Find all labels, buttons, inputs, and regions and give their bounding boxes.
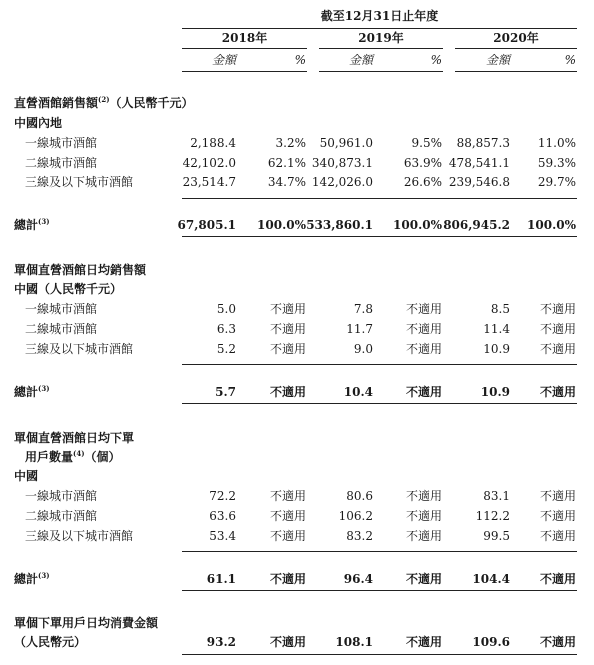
amount-col-header: 金額 xyxy=(211,53,236,67)
table-cell: 3.2% xyxy=(275,136,306,150)
table-cell: 99.5 xyxy=(483,529,510,543)
row-label: 一線城市酒館 xyxy=(25,489,98,503)
total-cell: 不適用 xyxy=(269,635,306,649)
total-cell: 不適用 xyxy=(539,385,576,399)
section3-title2: 用戶數量$^{(4)}$（個） xyxy=(25,449,121,464)
total-cell: 61.1 xyxy=(206,572,236,586)
year-rule-2018 xyxy=(182,48,307,49)
table-cell: 不適用 xyxy=(405,342,442,356)
amount-col-header: 金額 xyxy=(485,53,510,67)
section3-total-label: 總計$^{(3)}$ xyxy=(14,571,50,586)
table-cell: 不適用 xyxy=(405,509,442,523)
period-header: 截至12月31日止年度 xyxy=(320,9,439,23)
table-cell: 11.0% xyxy=(537,136,576,150)
total-cell: 100.0% xyxy=(257,218,306,232)
table-cell: 59.3% xyxy=(537,155,576,170)
table-cell: 不適用 xyxy=(269,529,306,543)
table-cell: 不適用 xyxy=(405,322,442,336)
row-label: 一線城市酒館 xyxy=(25,136,98,150)
table-cell: 2,188.4 xyxy=(190,136,236,150)
table-cell: 不適用 xyxy=(269,302,306,316)
period-rule xyxy=(182,28,577,29)
total-cell: 不適用 xyxy=(269,385,306,399)
table-cell: 62.1% xyxy=(267,155,306,170)
row-label: 三線及以下城市酒館 xyxy=(25,529,134,543)
table-cell: 5.2 xyxy=(216,342,236,356)
table-cell: 26.6% xyxy=(403,175,442,189)
pct-col-header: % xyxy=(564,53,576,67)
table-cell: 142,026.0 xyxy=(311,175,373,189)
table-cell: 6.3 xyxy=(216,322,236,336)
table-cell: 83.1 xyxy=(483,489,510,503)
section1-total-label: 總計$^{(3)}$ xyxy=(14,217,50,232)
section3-title: 單個直營酒館日均下單 xyxy=(14,431,135,445)
year-rule-2020 xyxy=(455,48,577,49)
year-header-2019: 2019年 xyxy=(358,31,404,45)
table-cell: 63.9% xyxy=(403,155,442,170)
table-cell: 5.0 xyxy=(216,302,236,316)
section4-title2: （人民幣元） xyxy=(14,635,87,649)
table-cell: 不適用 xyxy=(539,529,576,543)
table-cell: 72.2 xyxy=(209,489,236,503)
total-cell: 533,860.1 xyxy=(306,218,373,232)
table-cell: 不適用 xyxy=(269,322,306,336)
table-cell: 11.7 xyxy=(346,322,373,336)
section3-total-rule-top xyxy=(182,551,577,552)
total-cell: 67,805.1 xyxy=(177,218,236,232)
section2-total-rule-top xyxy=(182,364,577,365)
total-cell: 806,945.2 xyxy=(443,218,510,232)
table-cell: 23,514.7 xyxy=(182,175,236,189)
total-cell: 10.4 xyxy=(343,385,373,399)
total-cell: 93.2 xyxy=(206,635,236,649)
table-cell: 29.7% xyxy=(537,175,576,189)
section4-title: 單個下單用戶日均消費金額 xyxy=(14,616,159,630)
table-cell: 不適用 xyxy=(539,302,576,316)
table-cell: 53.4 xyxy=(209,529,236,543)
table-cell: 不適用 xyxy=(539,489,576,503)
total-cell: 10.9 xyxy=(480,385,510,399)
table-cell: 10.9 xyxy=(483,342,510,356)
pct-col-header: % xyxy=(294,53,306,67)
section4-rule-bottom xyxy=(182,654,577,655)
section1-region: 中國內地 xyxy=(14,116,63,130)
total-cell: 不適用 xyxy=(539,572,576,586)
table-cell: 8.5 xyxy=(490,302,510,316)
total-cell: 109.6 xyxy=(472,635,510,649)
table-cell: 不適用 xyxy=(269,342,306,356)
section2-title: 單個直營酒館日均銷售額 xyxy=(14,263,147,277)
subheader-rule xyxy=(455,71,577,72)
total-cell: 108.1 xyxy=(335,635,373,649)
total-cell: 不適用 xyxy=(269,572,306,586)
total-cell: 100.0% xyxy=(527,218,576,232)
table-cell: 不適用 xyxy=(539,509,576,523)
section1-total-rule-top xyxy=(182,198,577,199)
pct-col-header: % xyxy=(430,53,442,67)
table-cell: 239,546.8 xyxy=(448,175,510,189)
section2-title2: 中國（人民幣千元） xyxy=(14,282,123,296)
row-label: 一線城市酒館 xyxy=(25,302,98,316)
subheader-rule xyxy=(319,71,443,72)
table-cell: 83.2 xyxy=(346,529,373,543)
total-cell: 不適用 xyxy=(405,635,442,649)
section2-total-rule-bottom xyxy=(182,403,577,404)
table-cell: 50,961.0 xyxy=(319,136,373,150)
table-cell: 80.6 xyxy=(346,489,373,503)
total-cell: 100.0% xyxy=(393,218,442,232)
table-cell: 不適用 xyxy=(539,322,576,336)
table-cell: 7.8 xyxy=(353,302,373,316)
total-cell: 104.4 xyxy=(472,572,510,586)
total-cell: 不適用 xyxy=(539,635,576,649)
table-cell: 不適用 xyxy=(405,489,442,503)
table-cell: 34.7% xyxy=(267,175,306,189)
table-cell: 不適用 xyxy=(269,509,306,523)
table-cell: 88,857.3 xyxy=(456,136,510,150)
section3-region: 中國 xyxy=(14,469,39,483)
amount-col-header: 金額 xyxy=(348,53,373,67)
table-cell: 106.2 xyxy=(338,509,373,523)
table-cell: 478,541.1 xyxy=(448,155,510,170)
year-header-2020: 2020年 xyxy=(493,31,539,45)
section1-title: 直營酒館銷售額$^{(2)}$（人民幣千元） xyxy=(14,95,194,110)
table-cell: 不適用 xyxy=(405,302,442,316)
table-cell: 不適用 xyxy=(405,529,442,543)
row-label: 三線及以下城市酒館 xyxy=(25,342,134,356)
table-cell: 9.5% xyxy=(411,136,442,150)
section3-total-rule-bottom xyxy=(182,590,577,591)
table-cell: 11.4 xyxy=(483,322,510,336)
table-cell: 9.0 xyxy=(353,342,373,356)
table-cell: 42,102.0 xyxy=(182,155,236,170)
section2-total-label: 總計$^{(3)}$ xyxy=(14,384,50,399)
total-cell: 5.7 xyxy=(215,385,236,399)
row-label: 二線城市酒館 xyxy=(25,509,98,523)
year-rule-2019 xyxy=(319,48,443,49)
section1-total-rule-bottom xyxy=(182,236,577,237)
total-cell: 不適用 xyxy=(405,572,442,586)
table-cell: 63.6 xyxy=(209,509,236,523)
table-cell: 340,873.1 xyxy=(311,155,373,170)
table-cell: 不適用 xyxy=(539,342,576,356)
table-cell: 112.2 xyxy=(475,509,510,523)
row-label: 二線城市酒館 xyxy=(25,322,98,336)
row-label: 三線及以下城市酒館 xyxy=(25,175,134,189)
row-label: 二線城市酒館 xyxy=(25,155,98,170)
subheader-rule xyxy=(182,71,307,72)
total-cell: 不適用 xyxy=(405,385,442,399)
table-cell: 不適用 xyxy=(269,489,306,503)
year-header-2018: 2018年 xyxy=(221,31,268,45)
total-cell: 96.4 xyxy=(343,572,373,586)
